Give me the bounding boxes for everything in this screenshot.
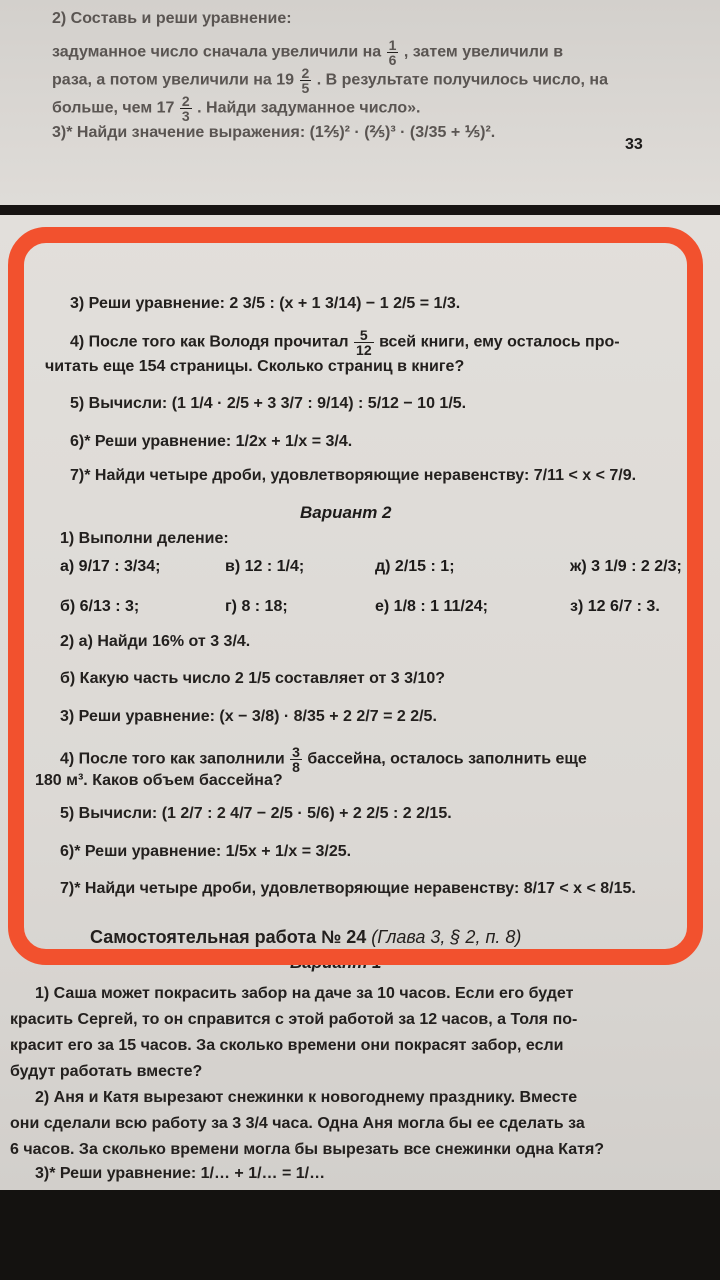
task-3: 3) Реши уравнение: 2 3/5 : (x + 1 3/14) − 1 2/5 = 1/3.: [70, 295, 461, 312]
task-4-line-2: читать еще 154 страницы. Сколько страниц в книге?: [45, 358, 465, 375]
sr-variant-title: Вариант 1: [290, 953, 382, 972]
main-page: [0, 215, 720, 1190]
v2-task-2b: б) Какую часть число 2 1/5 составляет от 3 3/10?: [60, 670, 446, 687]
dark-background: [0, 1190, 720, 1280]
task-7: 7)* Найди четыре дроби, удовлетворяющие неравенству: 7/11 < x < 7/9.: [70, 467, 637, 484]
previous-page: [0, 0, 720, 205]
prev-task-3: 3)* Найди значение выражения: (1⅖)² · (⅖)³ · (3/35 + ⅕)².: [52, 124, 496, 141]
sr-task-1-line-1: 1) Саша может покрасить забор на даче за 10 часов. Если его будет: [35, 985, 574, 1002]
sr-task-2-line-1: 2) Аня и Катя вырезают снежинки к новогоднему празднику. Вместе: [35, 1089, 578, 1106]
sr-task-1-line-3: красит его за 15 часов. За сколько времени они покрасят забор, если: [10, 1037, 564, 1054]
v2-task-2a: 2) а) Найди 16% от 3 3/4.: [60, 633, 251, 650]
division-item-d: д) 2/15 : 1;: [375, 558, 455, 575]
division-item-e: е) 1/8 : 1 11/24;: [375, 598, 488, 615]
v2-task-4-line-1: 4) После того как заполнили $\frac{3}{8}$ бассейна, осталось заполнить еще: [60, 744, 587, 775]
sr-task-2-line-3: 6 часов. За сколько времени могла бы вырезать все снежинки одна Катя?: [10, 1141, 605, 1158]
v2-task-5: 5) Вычисли: (1 2/7 : 2 4/7 − 2/5 · 5/6) + 2 2/5 : 2 2/15.: [60, 805, 452, 822]
v2-task-6: 6)* Реши уравнение: 1/5x + 1/x = 3/25.: [60, 843, 352, 860]
prev-task-2-line-3: больше, чем 17 $\frac{2}{3}$ . Найди задуманное число».: [52, 93, 421, 124]
v2-task-1: 1) Выполни деление:: [60, 530, 229, 547]
v2-task-3: 3) Реши уравнение: (x − 3/8) · 8/35 + 2 2/7 = 2 2/5.: [60, 708, 437, 725]
division-item-zh: ж) 3 1/9 : 2 2/3;: [570, 558, 682, 575]
prev-task-2-line-1: задуманное число сначала увеличили на $\frac{1}{6}$ , затем увеличили в: [52, 37, 564, 68]
variant-2-title: Вариант 2: [300, 503, 392, 522]
page-number: 33: [625, 136, 643, 153]
sr-task-2-line-2: они сделали всю работу за 3 3/4 часа. Одна Аня могла бы ее сделать за: [10, 1115, 585, 1132]
v2-task-7: 7)* Найди четыре дроби, удовлетворяющие неравенству: 8/17 < x < 8/15.: [60, 880, 636, 897]
division-item-g: г) 8 : 18;: [225, 598, 288, 615]
division-item-b: б) 6/13 : 3;: [60, 598, 140, 615]
task-4-line-1: 4) После того как Володя прочитал $\frac{5}{12}$ всей книги, ему осталось про-: [70, 327, 620, 358]
fraction: $\frac{1}{6}$: [388, 37, 397, 68]
sr-task-3: 3)* Реши уравнение: 1/… + 1/… = 1/…: [35, 1165, 326, 1182]
division-item-a: а) 9/17 : 3/34;: [60, 558, 161, 575]
prev-task-2-title: 2) Составь и реши уравнение:: [52, 10, 292, 27]
prev-task-2-line-2: раза, а потом увеличили на 19 $\frac{2}{5}$ . В результате получилось число, на: [52, 65, 608, 96]
sr-task-1-line-2: красить Сергей, то он справится с этой работой за 12 часов, а Толя по-: [10, 1011, 578, 1028]
v2-task-4-line-2: 180 м³. Каков объем бассейна?: [35, 772, 283, 789]
task-5: 5) Вычисли: (1 1/4 · 2/5 + 3 3/7 : 9/14) : 5/12 − 10 1/5.: [70, 395, 467, 412]
division-item-z: з) 12 6/7 : 3.: [570, 598, 660, 615]
independent-work-title: Самостоятельная работа № 24 (Глава 3, § 2, п. 8): [90, 927, 522, 947]
sr-task-1-line-4: будут работать вместе?: [10, 1063, 203, 1080]
task-6: 6)* Реши уравнение: 1/2x + 1/x = 3/4.: [70, 433, 353, 450]
division-item-v: в) 12 : 1/4;: [225, 558, 305, 575]
